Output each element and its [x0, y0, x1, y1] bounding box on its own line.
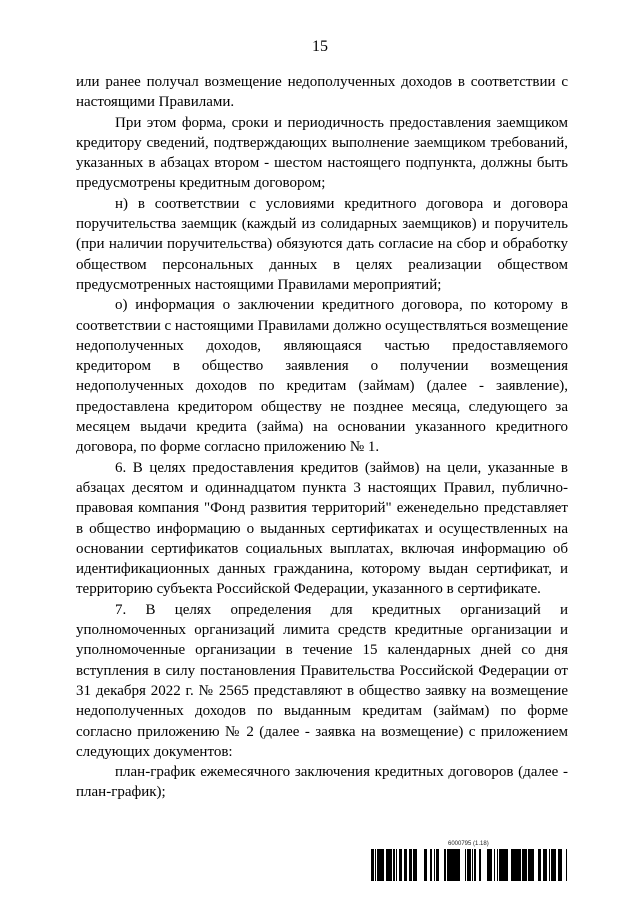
paragraph: 7. В целях определения для кредитных организаций и уполномоченных организаций лимита средств кредитные организации и уполномоченные организации в течение 15 календарных дней со дня вступления в силу постановления Правительства Российской Федерации от 31 декабря 2022 г. № 2565 представляют в общество заявку на возмещение недополученных доходов по выданным кредитам (займам) по форме согласно приложению № 2 (далее - заявка на возмещение) с приложением следующих документов: — [76, 601, 568, 760]
page-number: 15 — [312, 38, 328, 55]
barcode-image — [371, 849, 567, 881]
paragraph: При этом форма, сроки и периодичность предоставления заемщиком кредитору сведений, подтверждающих выполнение заемщиком требований, указанных в абзацах втором - шестом настоящего подпункта, должны быть предусмотрены кредитным договором; — [76, 114, 568, 192]
document-code: 6000795 (1.18) — [448, 841, 489, 847]
document-body — [76, 72, 568, 803]
paragraph: или ранее получал возмещение недополученных доходов в соответствии с настоящими Правилами. — [76, 74, 568, 111]
paragraph: н) в соответствии с условиями кредитного договора и договора поручительства заемщик (каждый из солидарных заемщиков) и поручитель (при наличии поручительства) обязуются дать согласие на сбор и обработку обществом персональных данных в целях реализации обществом предусмотренных настоящими Правилами мероприятий; — [76, 195, 568, 293]
paragraph: о) информация о заключении кредитного договора, по которому в соответствии с настоящими Правилами должно осуществляться возмещение недополученных доходов, являющаяся частью предоставляемого кредитором в общество заявления о получении возмещения недополученных доходов по кредитам (займам) (далее - заявление), предоставлена кредитором обществу не позднее месяца, следующего за месяцем выдачи кредита (займа) на основании указанного кредитного договора, по форме согласно приложению № 1. — [76, 297, 569, 456]
paragraph: план-график ежемесячного заключения кредитных договоров (далее - план-график); — [76, 764, 568, 801]
paragraph: 6. В целях предоставления кредитов (займов) на цели, указанные в абзацах десятом и одиннадцатом пункта 3 настоящих Правил, публично-правовая компания "Фонд развития территорий" еженедельно представляет в общество информацию о выданных сертификатах и осуществленных на основании сертификатов социальных выплатах, включая информацию об идентификационных данных гражданина, которому выдан сертификат, и территорию субъекта Российской Федерации, указанного в сертификате. — [76, 459, 568, 598]
